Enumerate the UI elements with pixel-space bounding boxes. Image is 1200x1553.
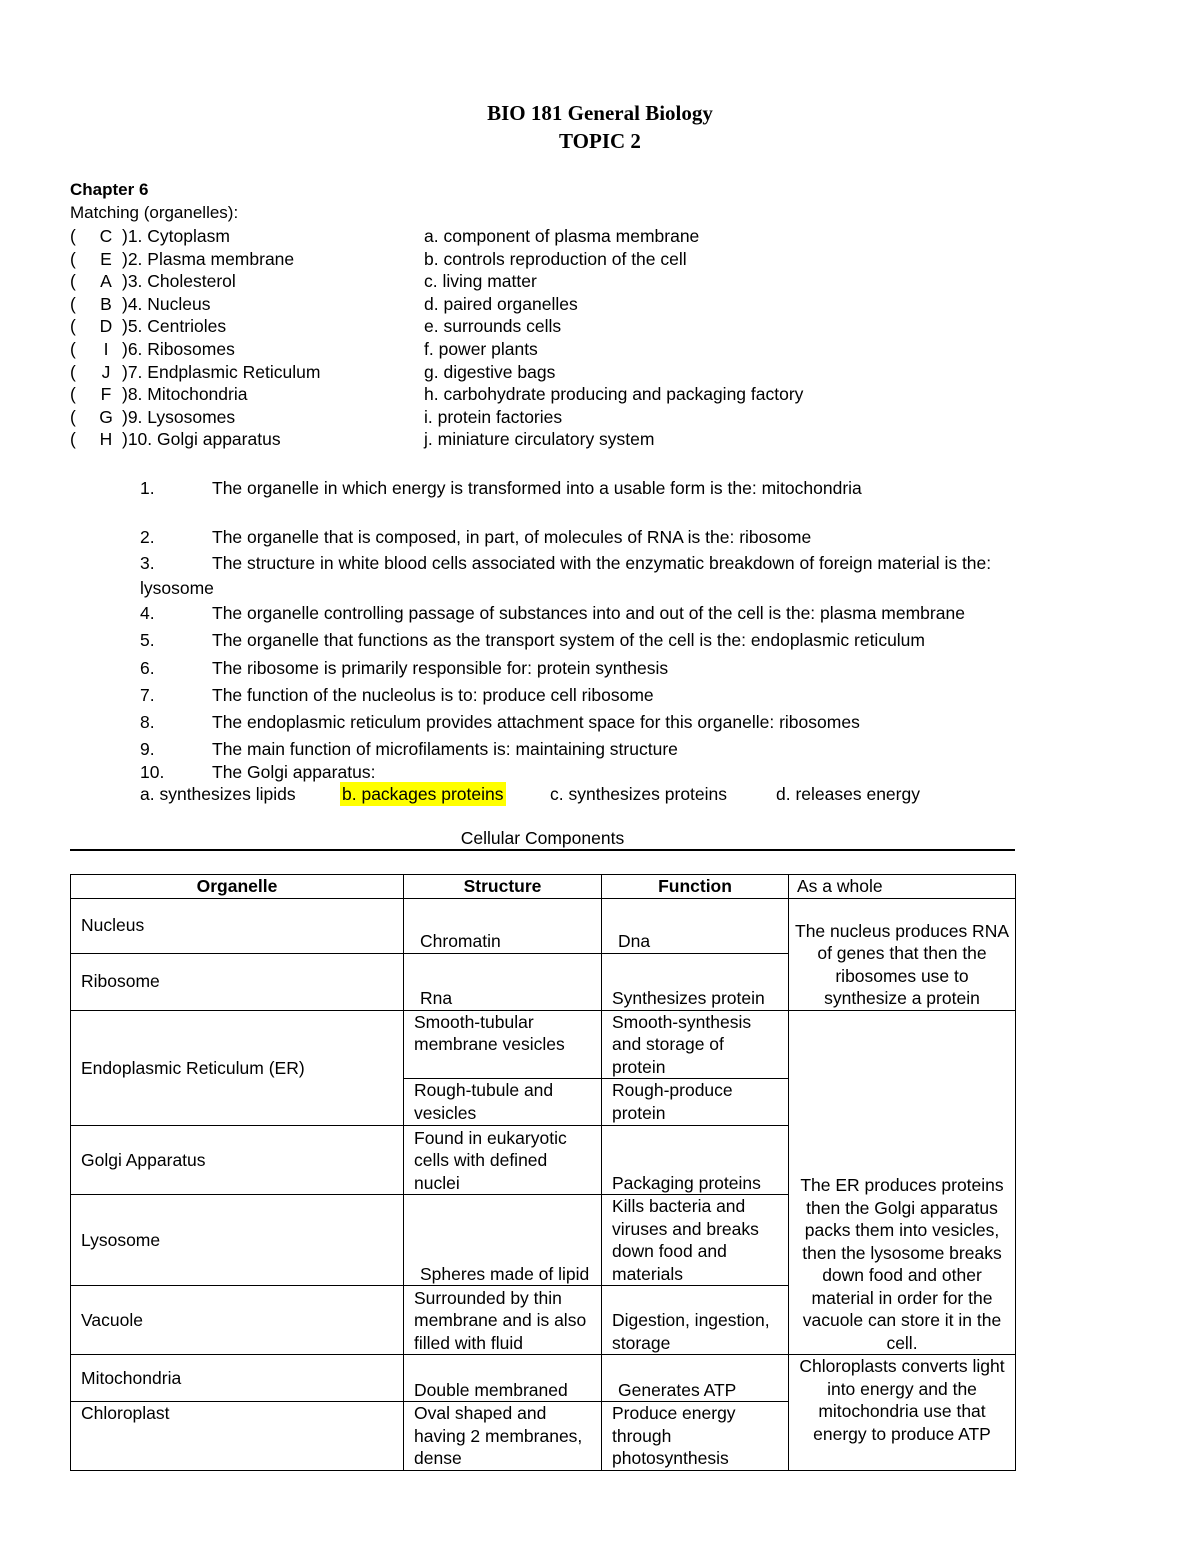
matching-definition: e. surrounds cells — [424, 316, 562, 337]
question-number: 8. — [140, 712, 155, 732]
cell-structure: Surrounded by thin membrane and is also filled with fluid — [404, 1286, 602, 1355]
cell-structure: Rna — [404, 953, 602, 1010]
cell-organelle: Ribosome — [71, 953, 404, 1010]
cell-function: Smooth-synthesis and storage of protein — [602, 1010, 789, 1079]
question-number: 2. — [140, 527, 155, 547]
chapter-heading: Chapter 6 — [70, 180, 149, 199]
cell-as-a-whole: The ER produces proteins then the Golgi apparatus packs them into vesicles, then the lysosome breaks down food and other material in order for the vacuole can store it in the cell. — [789, 1010, 1016, 1355]
cell-organelle: Vacuole — [71, 1286, 404, 1355]
cell-structure: Found in eukaryotic cells with defined nuclei — [404, 1126, 602, 1195]
matching-term: )5. Centrioles — [122, 316, 227, 337]
question-text: The organelle that functions as the transport system of the cell is the: endoplasmic reticulum — [212, 630, 925, 650]
matching-term: )7. Endplasmic Reticulum — [122, 361, 321, 382]
cellular-components-table — [70, 874, 1016, 1471]
cell-structure: Double membraned — [404, 1355, 602, 1402]
cell-as-a-whole: Chloroplasts converts light into energy and the mitochondria use that energy to produce ATP — [789, 1355, 1016, 1471]
header-structure: Structure — [404, 875, 602, 899]
cell-function: Synthesizes protein — [602, 953, 789, 1010]
matching-definition: i. protein factories — [424, 406, 563, 427]
matching-answer: A — [100, 271, 112, 292]
question-number: 6. — [140, 658, 155, 678]
matching-definition: b. controls reproduction of the cell — [424, 248, 687, 269]
matching-term: )6. Ribosomes — [122, 338, 235, 359]
cell-structure: Spheres made of lipid — [404, 1195, 602, 1286]
table-header-row — [71, 875, 1016, 899]
question-text: The organelle that is composed, in part, of molecules of RNA is the: ribosome — [212, 527, 812, 547]
matching-definition: h. carbohydrate producing and packaging factory — [424, 384, 804, 405]
divider — [70, 849, 1015, 851]
cell-structure: Oval shaped and having 2 membranes, dense — [404, 1402, 602, 1471]
cellular-components-title: Cellular Components — [460, 828, 625, 848]
cell-organelle: Golgi Apparatus — [71, 1126, 404, 1195]
cell-organelle: Chloroplast — [71, 1402, 404, 1471]
cell-organelle: Lysosome — [71, 1195, 404, 1286]
matching-term: )2. Plasma membrane — [122, 248, 295, 269]
question-text: The organelle in which energy is transformed into a usable form is the: mitochondria — [212, 478, 862, 498]
matching-definition: j. miniature circulatory system — [424, 429, 655, 450]
matching-answer: G — [99, 406, 113, 427]
question-text: The ribosome is primarily responsible for: protein synthesis — [212, 658, 669, 678]
matching-definition: c. living matter — [424, 271, 537, 292]
header-function: Function — [602, 875, 789, 899]
table-row — [71, 898, 1016, 953]
choice-c: c. synthesizes proteins — [550, 784, 728, 804]
question-number: 4. — [140, 603, 155, 623]
matching-answer: F — [100, 384, 112, 405]
question-number: 7. — [140, 685, 155, 705]
cell-function: Packaging proteins — [602, 1126, 789, 1195]
table-row — [71, 1355, 1016, 1402]
matching-definition: g. digestive bags — [424, 361, 556, 382]
matching-answer: E — [100, 248, 112, 269]
choice-a: a. synthesizes lipids — [140, 784, 296, 804]
cell-organelle: Nucleus — [71, 898, 404, 953]
cell-structure: Smooth-tubular membrane vesicles — [404, 1010, 602, 1079]
cell-function: Produce energy through photosynthesis — [602, 1402, 789, 1471]
choice-d: d. releases energy — [776, 784, 920, 804]
table-row — [71, 1010, 1016, 1079]
cell-as-a-whole: The nucleus produces RNA of genes that then the ribosomes use to synthesize a protein — [789, 898, 1016, 1010]
matching-answer: I — [103, 338, 109, 359]
header-organelle: Organelle — [71, 875, 404, 899]
choice-b-highlighted: b. packages proteins — [342, 784, 504, 804]
cell-function: Digestion, ingestion, storage — [602, 1286, 789, 1355]
question-text: The main function of microfilaments is: maintaining structure — [212, 739, 678, 759]
matching-answer: J — [101, 361, 111, 382]
matching-term: )3. Cholesterol — [122, 271, 236, 292]
question-text: The endoplasmic reticulum provides attachment space for this organelle: ribosomes — [212, 712, 860, 732]
question-continuation: lysosome — [140, 578, 214, 598]
matching-answer: H — [99, 429, 113, 450]
matching-answer: D — [99, 316, 113, 337]
question-text: The organelle controlling passage of substances into and out of the cell is the: plasma membrane — [212, 603, 965, 623]
document-title: BIO 181 General Biology — [487, 101, 713, 125]
header-as-a-whole: As a whole — [789, 875, 1016, 899]
cell-structure: Chromatin — [404, 898, 602, 953]
matching-term: )8. Mitochondria — [122, 384, 248, 405]
question-number: 1. — [140, 478, 155, 498]
matching-definition: d. paired organelles — [424, 293, 578, 314]
cell-function: Generates ATP — [602, 1355, 789, 1402]
matching-term: )10. Golgi apparatus — [122, 429, 281, 450]
topic-title: TOPIC 2 — [559, 129, 641, 153]
matching-term: )4. Nucleus — [122, 293, 211, 314]
matching-answer: B — [100, 293, 112, 314]
question-number: 5. — [140, 630, 155, 650]
matching-definition: f. power plants — [424, 338, 538, 359]
question-number: 10. — [140, 762, 165, 782]
matching-term: )1. Cytoplasm — [122, 226, 230, 246]
matching-answer: C — [99, 226, 113, 246]
matching-title: Matching (organelles): — [70, 203, 239, 222]
cell-organelle: Endoplasmic Reticulum (ER) — [71, 1010, 404, 1126]
question-number: 9. — [140, 739, 155, 759]
cell-structure: Rough-tubule and vesicles — [404, 1079, 602, 1126]
question-text: The Golgi apparatus: — [212, 762, 376, 782]
cell-function: Dna — [602, 898, 789, 953]
question-text: The structure in white blood cells associated with the enzymatic breakdown of foreign material is the: — [212, 553, 992, 573]
cell-function: Kills bacteria and viruses and breaks down food and materials — [602, 1195, 789, 1286]
matching-definition: a. component of plasma membrane — [424, 226, 700, 246]
question-text: The function of the nucleolus is to: produce cell ribosome — [212, 685, 654, 705]
question-number: 3. — [140, 553, 155, 573]
matching-term: )9. Lysosomes — [122, 406, 236, 427]
cell-organelle: Mitochondria — [71, 1355, 404, 1402]
cell-function: Rough-produce protein — [602, 1079, 789, 1126]
